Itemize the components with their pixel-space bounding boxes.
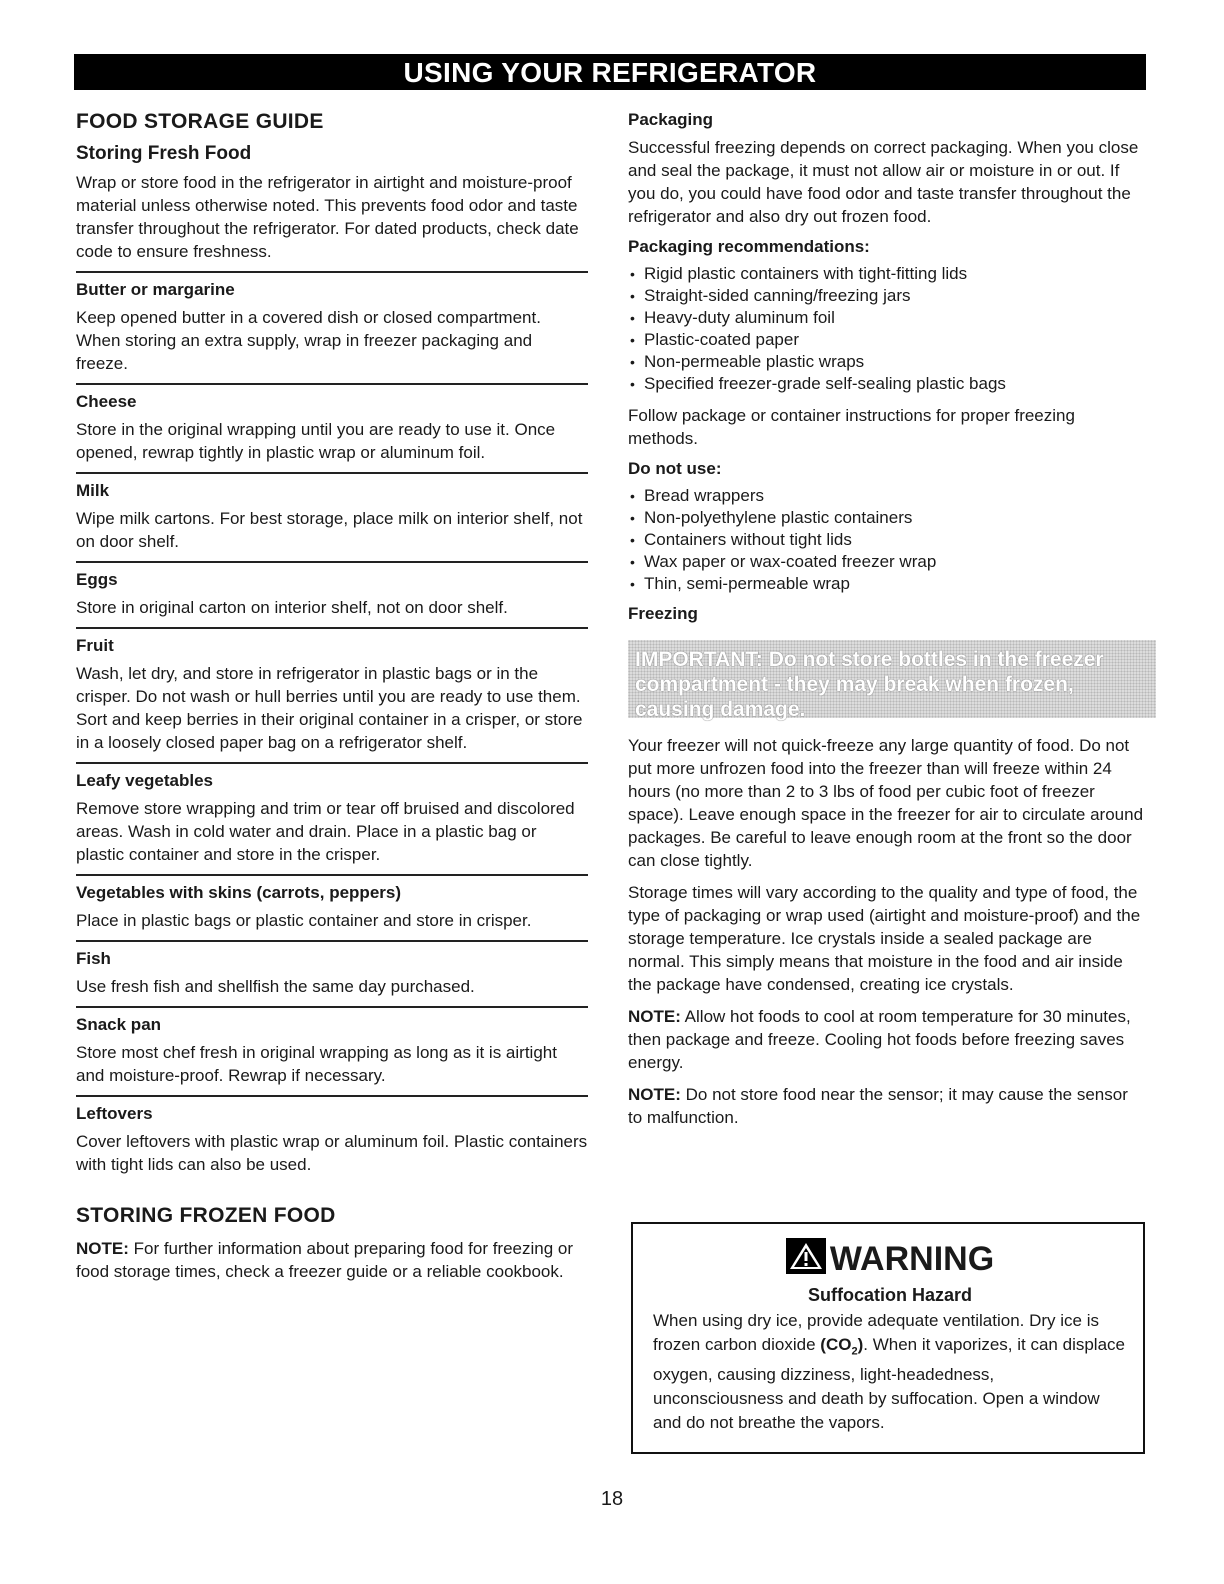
storage-times-text: Storage times will vary according to the quality and type of food, the type of packaging or wrap used (airtight and moisture-proof) and the storage temperature. Ice crystals inside a sealed package are normal. This simply means that moisture in the food and air inside the package have condensed, creating ice crystals. [628,883,1141,994]
frozen-note [76,1237,588,1283]
section-title: Vegetables with skins (carrots, peppers) [76,883,402,902]
food-section [76,629,588,764]
co2-formula [820,1335,864,1358]
food-section [76,563,588,629]
food-section [76,876,588,942]
warning-subtitle: Suffocation Hazard [807,1285,972,1305]
section-title: Milk [76,481,110,500]
list-item: • Non-permeable plastic wraps [628,351,1146,373]
section-title: Leftovers [76,1104,153,1123]
section-text: Store in the original wrapping until you are ready to use it. Once opened, rewrap tightly in plastic wrap or aluminum foil. [76,420,556,462]
intro-section [76,171,588,273]
food-section [76,942,588,1008]
section-text: Keep opened butter in a covered dish or closed compartment. When storing an extra supply, wrap in freezer packaging and freeze. [76,308,541,373]
page-banner: USING YOUR REFRIGERATOR [74,54,1146,90]
food-section [76,1008,588,1097]
packaging-recommendations-title: Packaging recommendations: [628,237,870,256]
storing-fresh-food-heading: Storing Fresh Food [76,143,252,164]
list-item: • Specified freezer-grade self-sealing plastic bags [628,373,1146,395]
note-hot-foods [628,1005,1146,1074]
do-not-use-list [628,485,1146,595]
warning-triangle-icon [786,1238,826,1274]
section-text: Cover leftovers with plastic wrap or aluminum foil. Plastic containers with tight lids can also be used. [76,1132,588,1174]
section-title: Cheese [76,392,137,411]
list-item: • Containers without tight lids [628,529,1146,551]
important-callout: IMPORTANT: Do not store bottles in the freezer compartment - they may break when frozen, causing damage. [628,640,1156,718]
food-storage-guide-heading: FOOD STORAGE GUIDE [76,110,324,133]
food-section [76,764,588,876]
list-item: • Wax paper or wax-coated freezer wrap [628,551,1146,573]
warning-text-after: . When it vaporizes, it can displace oxygen, causing dizziness, light-headedness, unconsciousness and death by suffocation. Open a window and do not breathe the vapors. [653,1335,1125,1433]
food-section [76,474,588,563]
list-item: • Thin, semi-permeable wrap [628,573,1146,595]
section-title: Leafy vegetables [76,771,214,790]
section-text: Store most chef fresh in original wrapping as long as it is airtight and moisture-proof. Rewrap if necessary. [76,1043,557,1085]
note-label: NOTE: [628,1085,681,1104]
food-section [76,385,588,474]
warning-title: WARNING [829,1240,995,1278]
do-not-use-title: Do not use: [628,459,722,478]
section-text: Store in original carton on interior shelf, not on door shelf. [76,598,508,617]
note-text: Do not store food near the sensor; it may cause the sensor to malfunction. [628,1085,1128,1127]
packaging-title: Packaging [628,110,714,129]
food-section [76,1097,588,1184]
note-text: For further information about preparing food for freezing or food storage times, check a freezer guide or a reliable cookbook. [76,1239,574,1281]
recommendations-list [628,263,1146,395]
section-title: Fruit [76,636,114,655]
section-title: Eggs [76,570,118,589]
left-column [76,110,588,1292]
follow-instructions-text: Follow package or container instructions for proper freezing methods. [628,406,1075,448]
note-label: NOTE: [76,1239,129,1258]
freezer-text: Your freezer will not quick-freeze any large quantity of food. Do not put more unfrozen food into the freezer than will freeze within 24 hours (no more than 2 to 3 lbs of food per cubic foot of freezer space). Leave enough space in the freezer for air to circulate around packages. Be careful to leave enough room at the front so the door can close tightly. [628,736,1144,870]
packaging-text: Successful freezing depends on correct packaging. When you close and seal the package, it must not allow air or moisture in or out. If you do, you could have food odor and taste transfer throughout the refrigerator and also dry out frozen food. [628,138,1139,226]
section-title: Butter or margarine [76,280,235,299]
warning-box [631,1222,1145,1454]
right-column [628,110,1146,1138]
list-item: • Bread wrappers [628,485,1146,507]
formula-main: (CO [820,1335,852,1354]
section-text: Remove store wrapping and trim or tear off bruised and discolored areas. Wash in cold water and drain. Place in a plastic bag or plastic container and store in the crisper. [76,799,575,864]
food-section [76,273,588,385]
page-number: 18 [600,1488,624,1510]
list-item: • Plastic-coated paper [628,329,1146,351]
note-text: Allow hot foods to cool at room temperature for 30 minutes, then package and freeze. Cooling hot foods before freezing saves energy. [628,1007,1131,1072]
formula-subscript: 2 [851,1345,858,1358]
section-title: Snack pan [76,1015,162,1034]
intro-text: Wrap or store food in the refrigerator in airtight and moisture-proof material unless otherwise noted. This prevents food odor and taste transfer throughout the refrigerator. For dated products, check date code to ensure freshness. [76,173,579,261]
warning-text [653,1309,1127,1435]
section-text: Use fresh fish and shellfish the same day purchased. [76,977,475,996]
section-text: Wipe milk cartons. For best storage, place milk on interior shelf, not on door shelf. [76,509,583,551]
list-item: • Straight-sided canning/freezing jars [628,285,1146,307]
note-sensor [628,1083,1146,1129]
freezing-title: Freezing [628,604,698,623]
warning-text-before: When using dry ice, provide adequate ventilation. Dry ice is frozen carbon dioxide [653,1311,1100,1354]
section-text: Place in plastic bags or plastic container and store in crisper. [76,911,532,930]
storing-frozen-food-heading: STORING FROZEN FOOD [76,1204,336,1227]
section-title: Fish [76,949,111,968]
formula-end: ) [857,1335,864,1354]
list-item: • Non-polyethylene plastic containers [628,507,1146,529]
list-item: • Heavy-duty aluminum foil [628,307,1146,329]
list-item: • Rigid plastic containers with tight-fitting lids [628,263,1146,285]
warning-header [653,1238,1127,1279]
note-label: NOTE: [628,1007,681,1026]
section-text: Wash, let dry, and store in refrigerator in plastic bags or in the crisper. Do not wash or hull berries until you are ready to use them. Sort and keep berries in their original container in a crisper, or store in a loosely closed paper bag on a refrigerator shelf. [76,664,583,752]
